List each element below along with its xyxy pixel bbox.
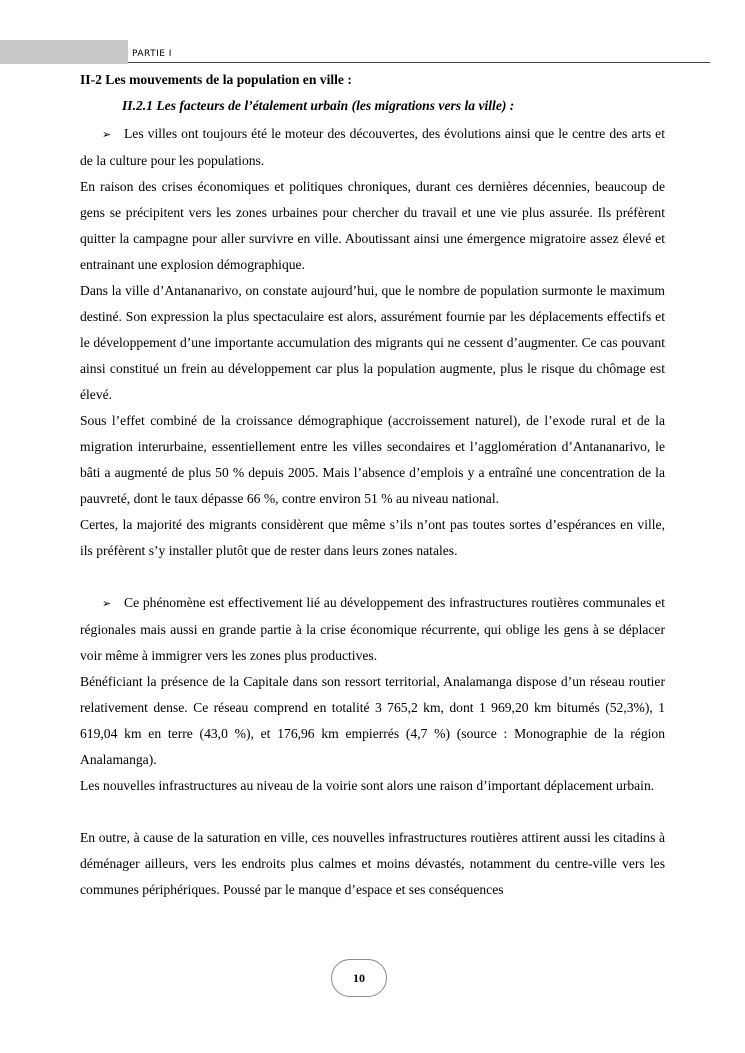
paragraph-5: Certes, la majorité des migrants considèrent que même s’ils n’ont pas toutes sortes d’espérances en ville, ils préfèrent s’y installer plutôt que de rester dans leurs zones natales. (80, 517, 665, 558)
header-rule (128, 62, 710, 63)
arrowhead-bullet-icon: ➢ (102, 128, 112, 141)
paragraph-4: Sous l’effet combiné de la croissance démographique (accroissement naturel), de l’exode rural et de la migration interurbaine, essentiellement entre les villes secondaires et l’agglomération d’Antananarivo, le bâti a augmenté de plus 50 % depuis 2005. Mais l’absence d’emplois y a entraîné une concentration de la pauvreté, dont le taux dépasse 66 %, contre environ 51 % au niveau national. (80, 413, 665, 506)
bullet-paragraph-2 (80, 590, 665, 669)
paragraph-text: Les villes ont toujours été le moteur des découvertes, des évolutions ainsi que le centre des arts et de la culture pour les populations. (80, 126, 665, 168)
arrowhead-bullet-icon: ➢ (102, 597, 112, 610)
paragraph-7: Bénéficiant la présence de la Capitale dans son ressort territorial, Analamanga dispose d’un réseau routier relativement dense. Ce réseau comprend en totalité 3 765,2 km, dont 1 969,20 km bitumés (52,3%), 1 619,04 km en terre (43,0 %), et 176,96 km empierrés (4,7 %) (source : Monographie de la région Analamanga). (80, 674, 665, 767)
page-number: 10 (331, 959, 387, 997)
paragraph-9: En outre, à cause de la saturation en ville, ces nouvelles infrastructures routières attirent aussi les citadins à déménager ailleurs, vers les endroits plus calmes et moins dévastés, notamment du centre-ville vers les communes périphériques. Poussé par le manque d’espace et ses conséquences (80, 830, 665, 897)
paragraph-2: En raison des crises économiques et politiques chroniques, durant ces dernières décennies, beaucoup de gens se précipitent vers les zones urbaines pour chercher du travail et une vie plus assurée. Ils préfèrent quitter la campagne pour aller survivre en ville. Aboutissant ainsi une émergence migratoire assez élevé et entrainant une explosion démographique. (80, 179, 665, 272)
paragraph-8: Les nouvelles infrastructures au niveau de la voirie sont alors une raison d’important déplacement urbain. (80, 778, 655, 793)
header-bar (0, 40, 128, 64)
section-heading: II-2 Les mouvements de la population en ville : (80, 72, 352, 87)
document-body (80, 67, 665, 903)
section-label: PARTIE I (132, 49, 172, 59)
bullet-paragraph-1 (80, 121, 665, 174)
paragraph-text: Ce phénomène est effectivement lié au développement des infrastructures routières communales et régionales mais aussi en grande partie à la crise économique récurrente, qui oblige les gens à se déplacer voir même à immigrer vers les zones plus productives. (80, 595, 665, 663)
subsection-heading: II.2.1 Les facteurs de l’étalement urbain (les migrations vers la ville) : (122, 98, 515, 113)
paragraph-3: Dans la ville d’Antananarivo, on constate aujourd’hui, que le nombre de population surmonte le maximum destiné. Son expression la plus spectaculaire est alors, assurément fournie par les déplacements effectifs et le développement d’une importante accumulation des migrants qui ne cessent d’augmenter. Ce cas pouvant ainsi constitué un frein au développement car plus la population augmente, plus le risque du chômage est élevé. (80, 283, 665, 402)
